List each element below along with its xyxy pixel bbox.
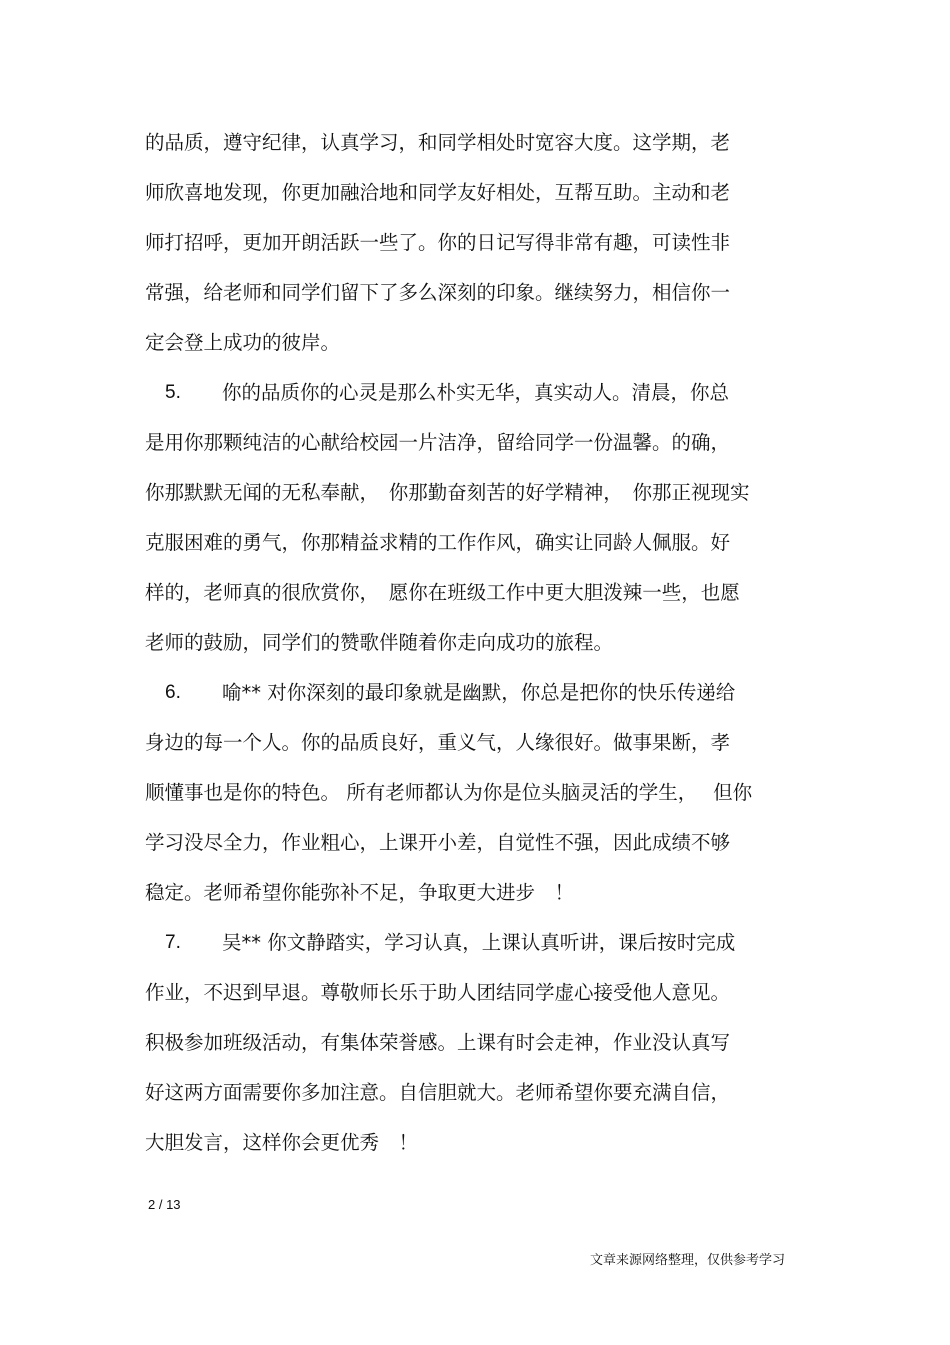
text-line: 积极参加班级活动，有集体荣誉感。上课有时会走神，作业没认真写	[145, 1031, 731, 1054]
text-line: 是用你那颗纯洁的心献给校园一片洁净，留给同学一份温馨。的确，	[145, 431, 731, 454]
text-line: 你那默默无闻的无私奉献， 你那勤奋刻苦的好学精神， 你那正视现实	[145, 481, 750, 504]
text-line: 顺懂事也是你的特色。 所有老师都认为你是位头脑灵活的学生， 但你	[145, 781, 753, 804]
item-number: 5.	[165, 382, 181, 403]
text-line: 师打招呼，更加开朗活跃一些了。你的日记写得非常有趣，可读性非	[145, 231, 731, 254]
text-line: 作业，不迟到早退。尊敬师长乐于助人团结同学虚心接受他人意见。	[145, 981, 731, 1004]
footer-note: 文章来源网络整理，仅供参考学习	[590, 1253, 786, 1268]
item-number: 7.	[165, 932, 181, 953]
text-line: 样的，老师真的很欣赏你， 愿你在班级工作中更大胆泼辣一些，也愿	[145, 581, 740, 604]
text-line: 学习没尽全力，作业粗心，上课开小差，自觉性不强，因此成绩不够	[145, 831, 731, 854]
text-line: 定会登上成功的彼岸。	[145, 331, 341, 354]
text-line: 你的品质你的心灵是那么朴实无华，真实动人。清晨，你总	[222, 381, 730, 404]
item-number: 6.	[165, 682, 181, 703]
page-number: 2 / 13	[148, 1197, 181, 1212]
text-line: 好这两方面需要你多加注意。自信胆就大。老师希望你要充满自信，	[145, 1081, 731, 1104]
text-line: 师欣喜地发现，你更加融洽地和同学友好相处，互帮互助。主动和老	[145, 181, 731, 204]
text-line: 身边的每一个人。你的品质良好，重义气，人缘很好。做事果断，孝	[145, 731, 731, 754]
text-line: 的品质，遵守纪律，认真学习，和同学相处时宽容大度。这学期，老	[145, 131, 731, 154]
text-line: 常强，给老师和同学们留下了多么深刻的印象。继续努力，相信你一	[145, 281, 731, 304]
text-line: 稳定。老师希望你能弥补不足，争取更大进步 ！	[145, 881, 575, 904]
text-line: 大胆发言，这样你会更优秀 ！	[145, 1131, 419, 1154]
text-line: 吴** 你文静踏实，学习认真，上课认真听讲，课后按时完成	[222, 931, 736, 954]
text-line: 克服困难的勇气，你那精益求精的工作作风，确实让同龄人佩服。好	[145, 531, 731, 554]
text-line: 老师的鼓励，同学们的赞歌伴随着你走向成功的旅程。	[145, 631, 614, 654]
text-line: 喻** 对你深刻的最印象就是幽默，你总是把你的快乐传递给	[222, 681, 736, 704]
